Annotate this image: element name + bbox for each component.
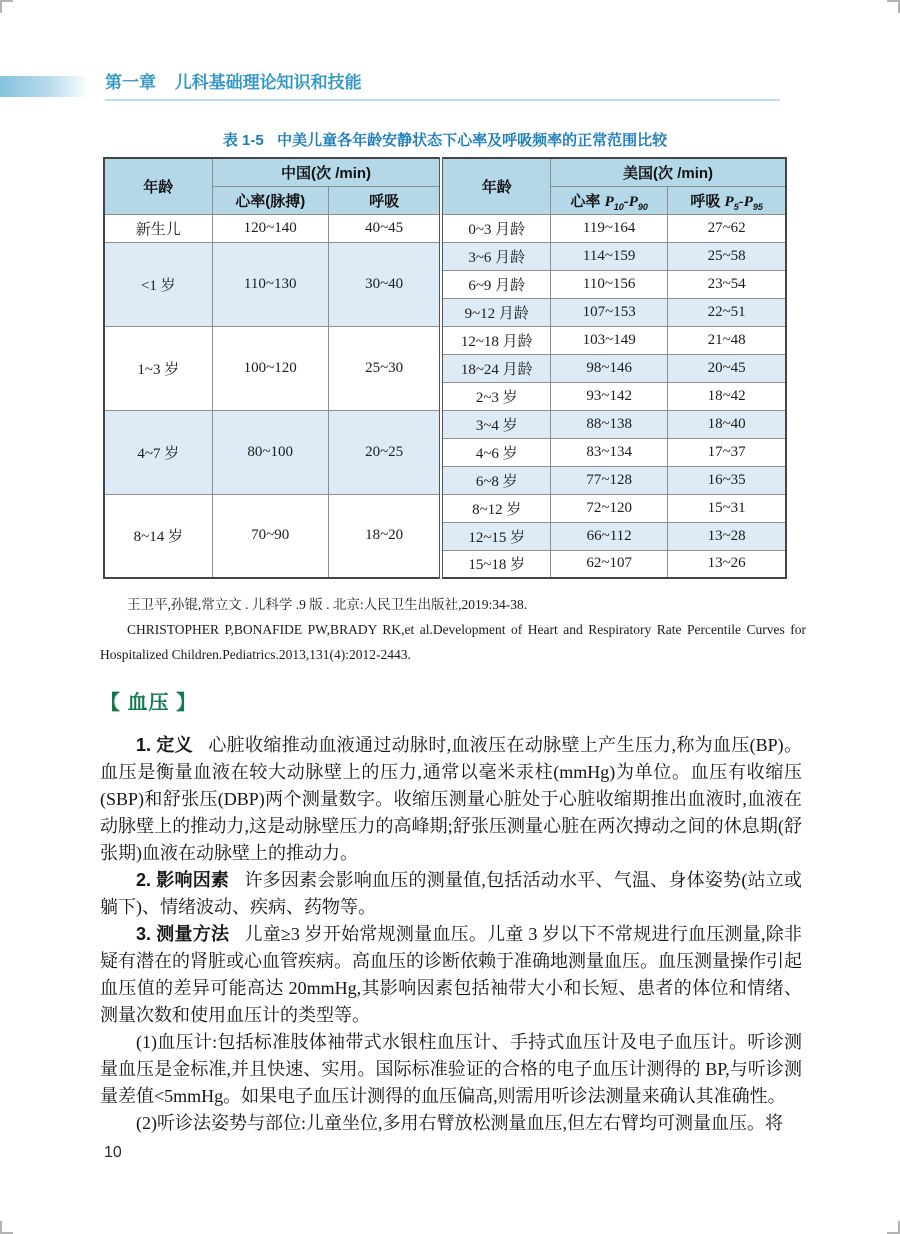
usa-hr-cell: 119~164 [551,214,668,242]
usa-age-cell: 6~8 岁 [441,466,550,494]
col-header-resp-china: 呼吸 [328,186,441,214]
usa-resp-cell: 25~58 [668,242,786,270]
usa-age-cell: 0~3 月龄 [441,214,550,242]
usa-age-cell: 12~18 月龄 [441,326,550,354]
table-header-row-1 [104,158,786,186]
table-row [104,214,786,242]
usa-hr-cell: 114~159 [551,242,668,270]
china-hr-cell: 80~100 [212,410,328,494]
col-header-resp-usa: 呼吸 $P_5-P_{95}$ [668,186,786,214]
usa-hr-cell: 66~112 [551,522,668,550]
usa-age-cell: 15~18 岁 [441,550,550,578]
usa-age-cell: 12~15 岁 [441,522,550,550]
usa-age-cell: 9~12 月龄 [441,298,550,326]
usa-resp-cell: 15~31 [668,494,786,522]
usa-age-cell: 6~9 月龄 [441,270,550,298]
paragraph-measurement: 3. 测量方法 儿童≥3 岁开始常规测量血压。儿童 3 岁以下不常规进行血压测量,除非疑有潜在的肾脏或心血管疾病。高血压的诊断依赖于准确地测量血压。血压测量操作引起血压值的差异可能高达 20mmHg,其影响因素包括袖带大小和长短、患者的体位和情绪、测量次数和使用血压计的类型等。 [100,924,802,1025]
paragraph-definition: 1. 定义 心脏收缩推动血液通过动脉时,血液压在动脉壁上产生压力,称为血压(BP)。血压是衡量血液在较大动脉壁上的压力,通常以毫米汞柱(mmHg)为单位。血压有收缩压(SBP)和舒张压(DBP)两个测量数字。收缩压测量心脏处于心脏收缩期推出血液时,血液在动脉壁上的推动力,这是动脉壁压力的高峰期;舒张压测量心脏在两次搏动之间的休息期(舒张期)血液在动脉壁上的推动力。 [100,735,802,863]
table-row [104,326,786,354]
body-text [100,732,802,1137]
usa-hr-cell: 83~134 [551,438,668,466]
crop-mark-bottom-right [887,1221,900,1234]
comparison-table-wrap [103,157,787,579]
usa-hr-cell: 88~138 [551,410,668,438]
table-row [104,494,786,522]
usa-age-cell: 4~6 岁 [441,438,550,466]
usa-hr-cell: 103~149 [551,326,668,354]
china-hr-cell: 120~140 [212,214,328,242]
usa-age-cell: 18~24 月龄 [441,354,550,382]
table-footnotes [100,592,806,667]
china-resp-cell: 20~25 [328,410,441,494]
paragraph-factors: 2. 影响因素 许多因素会影响血压的测量值,包括活动水平、气温、身体姿势(站立或躺下)、情绪波动、疾病、药物等。 [100,870,802,917]
paragraph-lead: 3. 测量方法 [136,924,230,944]
china-hr-cell: 70~90 [212,494,328,578]
chapter-header [105,72,780,101]
usa-resp-cell: 13~28 [668,522,786,550]
usa-age-cell: 8~12 岁 [441,494,550,522]
usa-age-cell: 3~6 月龄 [441,242,550,270]
usa-age-cell: 3~4 岁 [441,410,550,438]
china-age-cell: 1~3 岁 [104,326,212,410]
china-age-cell: 新生儿 [104,214,212,242]
col-header-age-china: 年龄 [104,158,212,214]
china-hr-cell: 110~130 [212,242,328,326]
table-caption-label: 表 1-5 [222,132,264,149]
usa-hr-cell: 72~120 [551,494,668,522]
table-caption-text: 中美儿童各年龄安静状态下心率及呼吸频率的正常范围比较 [277,132,668,149]
usa-resp-cell: 21~48 [668,326,786,354]
paragraph-auscultation: (2)听诊法姿势与部位:儿童坐位,多用右臂放松测量血压,但左右臂均可测量血压。将 [136,1113,783,1133]
page-number: 10 [104,1144,122,1161]
comparison-table [103,157,787,579]
china-resp-cell: 40~45 [328,214,441,242]
usa-resp-cell: 23~54 [668,270,786,298]
usa-hr-cell: 98~146 [551,354,668,382]
paragraph-lead: 1. 定义 [136,735,194,755]
footnote-citation-cn: 王卫平,孙锟,常立文 . 儿科学 .9 版 . 北京:人民卫生出版社,2019:34-38. [127,597,528,612]
chapter-number: 第一章 [105,73,156,92]
usa-resp-cell: 17~37 [668,438,786,466]
usa-resp-cell: 18~42 [668,382,786,410]
crop-mark-top-right [887,0,900,13]
paragraph-sphygmomanometer: (1)血压计:包括标准肢体袖带式水银柱血压计、手持式血压计及电子血压计。听诊测量血压是金标准,并且快速、实用。国际标准验证的合格的电子血压计测得的 BP,与听诊测量差值<5mmHg。如果电子血压计测得的血压偏高,则需用听诊法测量来确认其准确性。 [100,1032,802,1106]
col-header-usa: 美国(次 /min) [551,158,786,186]
usa-hr-cell: 110~156 [551,270,668,298]
footnote-citation-en: CHRISTOPHER P,BONAFIDE PW,BRADY RK,et al.Development of Heart and Respiratory Rate Percentile Curves for Hospitalized Children.Pediatrics.2013,131(4):2012-2443. [100,622,806,662]
col-header-age-usa: 年龄 [441,158,550,214]
usa-resp-cell: 16~35 [668,466,786,494]
usa-hr-cell: 77~128 [551,466,668,494]
col-header-hr-china: 心率(脉搏) [212,186,328,214]
usa-resp-cell: 27~62 [668,214,786,242]
china-age-cell: 8~14 岁 [104,494,212,578]
china-resp-cell: 18~20 [328,494,441,578]
table-caption [103,129,787,150]
chapter-title: 儿科基础理论知识和技能 [174,73,362,92]
usa-age-cell: 2~3 岁 [441,382,550,410]
china-age-cell: <1 岁 [104,242,212,326]
table-row [104,410,786,438]
usa-resp-cell: 20~45 [668,354,786,382]
china-resp-cell: 25~30 [328,326,441,410]
usa-resp-cell: 18~40 [668,410,786,438]
china-age-cell: 4~7 岁 [104,410,212,494]
usa-hr-cell: 107~153 [551,298,668,326]
table-row [104,242,786,270]
usa-hr-cell: 93~142 [551,382,668,410]
col-header-china: 中国(次 /min) [212,158,441,186]
usa-hr-cell: 62~107 [551,550,668,578]
header-gradient-bar [0,76,90,97]
china-resp-cell: 30~40 [328,242,441,326]
paragraph-lead: 2. 影响因素 [136,870,230,890]
col-header-hr-usa: 心率 $P_{10}-P_{90}$ [551,186,668,214]
crop-mark-bottom-left [0,1221,13,1234]
china-hr-cell: 100~120 [212,326,328,410]
section-heading-blood-pressure: 【 血压 】 [100,692,198,714]
usa-resp-cell: 22~51 [668,298,786,326]
usa-resp-cell: 13~26 [668,550,786,578]
crop-mark-top-left [0,0,13,13]
